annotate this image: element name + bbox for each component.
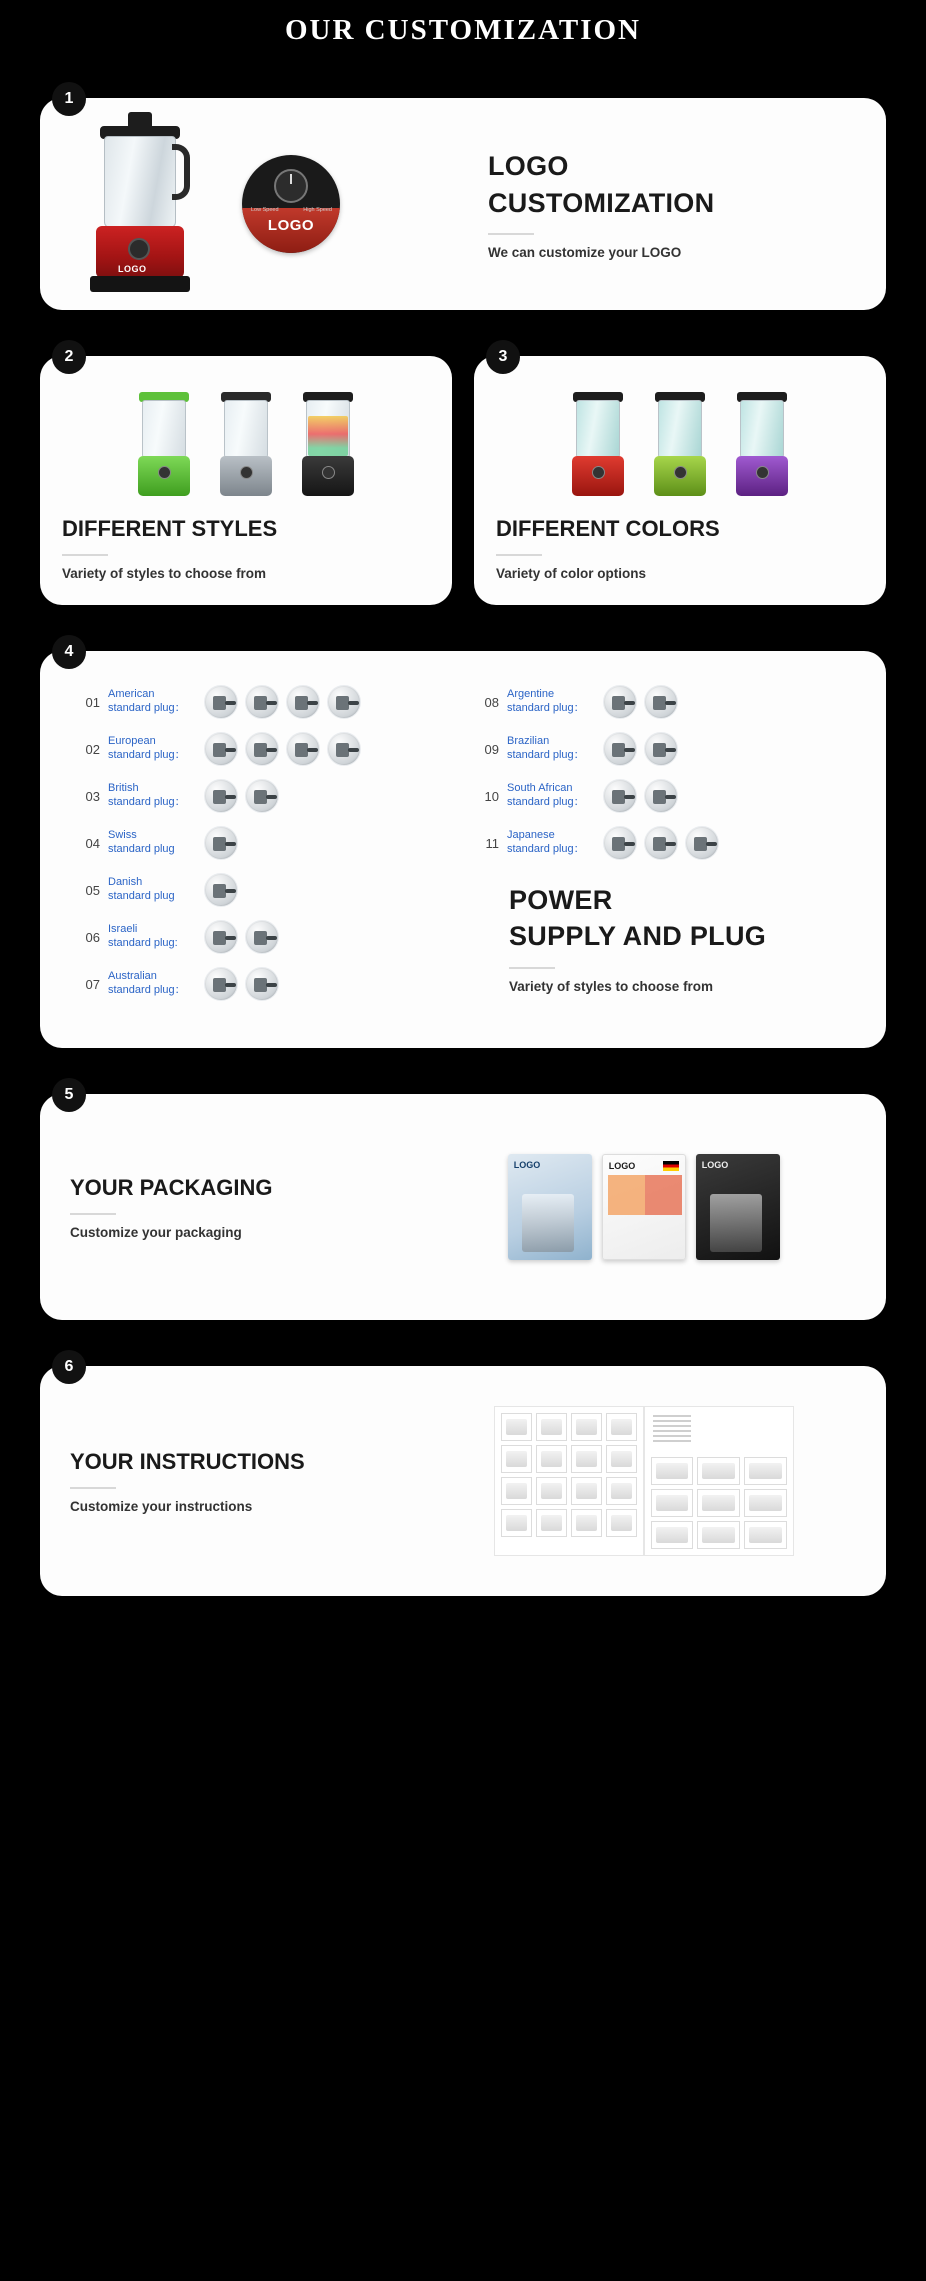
manual-step-cell: [606, 1445, 637, 1473]
blender-style-steel: [214, 390, 278, 500]
plug-icon: [603, 779, 637, 813]
plug-name: [507, 782, 603, 810]
plug-icon: [644, 826, 678, 860]
plug-number: 06: [85, 929, 100, 945]
plug-icon-group: [603, 685, 678, 719]
blender-color-red: [566, 390, 630, 500]
manual-step-cell: [536, 1445, 567, 1473]
plug-name: [108, 923, 204, 951]
manual-page-left: [494, 1406, 644, 1556]
manual-step-cell: [501, 1445, 532, 1473]
section-your-instructions: [40, 1358, 886, 1596]
plug-number: 02: [85, 741, 100, 757]
package-logo-text: LOGO: [701, 1160, 729, 1170]
packaging-title: YOUR PACKAGING: [70, 1174, 273, 1200]
package-logo-text: LOGO: [513, 1160, 541, 1170]
section-badge-4: 4: [52, 635, 86, 669]
plug-standard-label: standard plug：: [507, 702, 585, 714]
plug-name: [108, 876, 204, 904]
plug-icon-group: [204, 967, 279, 1001]
logo-title-line1: LOGO: [488, 151, 569, 182]
divider-rule: [70, 1213, 116, 1215]
color-jar-icon: [740, 400, 784, 458]
plug-icon: [603, 826, 637, 860]
plug-column-left: [76, 685, 457, 1014]
plug-number: 10: [484, 788, 499, 804]
plug-number: 05: [85, 882, 100, 898]
plug-list-item: [76, 873, 457, 907]
manual-step-cell: [744, 1489, 787, 1517]
plug-icon: [204, 779, 238, 813]
plug-list-item: [475, 732, 856, 766]
plug-list-item: [76, 779, 457, 813]
plug-country: Swiss: [108, 829, 137, 842]
plug-list-item: [76, 685, 457, 719]
plug-number: 04: [85, 835, 100, 851]
plug-icon-group: [204, 826, 238, 860]
plug-name: [108, 970, 204, 998]
plug-icon: [204, 685, 238, 719]
plug-icon: [204, 873, 238, 907]
speed-dial-icon: [274, 169, 308, 203]
plug-name: [108, 735, 204, 763]
plug-country: Argentine: [507, 688, 555, 701]
divider-rule: [488, 233, 534, 235]
section-power-supply-plug: [40, 643, 886, 1048]
plug-list-item: [76, 967, 457, 1001]
section-badge-3: 3: [486, 340, 520, 374]
plug-standard-label: standard plug：: [507, 843, 585, 855]
plug-icon-group: [603, 779, 678, 813]
plug-number: 08: [484, 694, 499, 710]
plug-icon: [327, 732, 361, 766]
styles-title: DIFFERENT STYLES: [62, 516, 278, 541]
plug-country: South African: [507, 782, 573, 795]
plug-standard-label: standard plug：: [108, 796, 186, 808]
plug-list-item: [475, 826, 856, 860]
plug-icon: [245, 967, 279, 1001]
plug-icon-group: [204, 779, 279, 813]
manual-step-cell: [571, 1509, 602, 1537]
plug-country: European: [108, 735, 156, 748]
plug-columns: [76, 685, 856, 1014]
plug-icon: [245, 779, 279, 813]
manual-step-cell: [571, 1445, 602, 1473]
logo-subtitle: We can customize your LOGO: [488, 244, 682, 260]
package-logo-text: LOGO: [608, 1161, 636, 1171]
plug-standard-label: standard plug:: [108, 937, 178, 949]
plug-standard-label: standard plug: [108, 890, 175, 902]
plug-icon-group: [204, 920, 279, 954]
plug-standard-label: standard plug：: [507, 796, 585, 808]
plug-icon: [286, 732, 320, 766]
styles-colors-row: [40, 348, 886, 605]
manual-step-cell: [697, 1457, 740, 1485]
plug-icon-group: [204, 685, 361, 719]
plug-name: [108, 782, 204, 810]
packaging-text-block: [70, 1175, 432, 1240]
instructions-images: [432, 1406, 856, 1556]
plug-country: British: [108, 782, 139, 795]
blender-color-green: [648, 390, 712, 500]
plug-name: [507, 829, 603, 857]
plug-number: 07: [85, 976, 100, 992]
color-knob-icon: [592, 466, 605, 479]
power-title-line2: SUPPLY AND PLUG: [509, 921, 767, 952]
page-title: OUR CUSTOMIZATION: [284, 13, 641, 46]
color-knob-icon: [756, 466, 769, 479]
manual-step-cell: [606, 1509, 637, 1537]
style-jar-icon: [142, 400, 186, 458]
manual-step-cell: [651, 1489, 694, 1517]
blender-style-black: [296, 390, 360, 500]
blender-logo-text: LOGO: [118, 264, 147, 274]
blender-knob-icon: [128, 238, 150, 260]
colors-subtitle: Variety of color options: [496, 566, 647, 581]
plug-country: Brazilian: [507, 735, 550, 748]
power-supply-text-block: [509, 882, 856, 994]
plug-standard-label: standard plug：: [507, 749, 585, 761]
blender-image: [88, 114, 198, 294]
color-thumbnails: [496, 382, 864, 500]
plug-standard-label: standard plug：: [108, 749, 186, 761]
manual-step-cell: [501, 1509, 532, 1537]
manual-step-cell: [501, 1413, 532, 1441]
section-logo-customization: [40, 90, 886, 310]
blender-jar-icon: [104, 136, 176, 228]
color-jar-icon: [576, 400, 620, 458]
manual-step-cell: [651, 1457, 694, 1485]
manual-step-cell: [606, 1477, 637, 1505]
control-panel-logo-text: LOGO: [267, 217, 315, 234]
plug-list-item: [76, 826, 457, 860]
plug-icon: [245, 920, 279, 954]
packaging-subtitle: Customize your packaging: [70, 1224, 242, 1240]
plug-list-item: [76, 920, 457, 954]
fruit-contents-icon: [308, 416, 348, 456]
style-knob-icon: [240, 466, 253, 479]
plug-number: 03: [85, 788, 100, 804]
divider-rule: [70, 1487, 116, 1489]
plug-standard-label: standard plug: [108, 843, 175, 855]
plug-icon: [685, 826, 719, 860]
blender-style-green: [132, 390, 196, 500]
plug-icon: [245, 685, 279, 719]
style-jar-icon: [224, 400, 268, 458]
plug-list-item: [475, 779, 856, 813]
plug-number: 01: [85, 694, 100, 710]
manual-illustration-grid: [501, 1413, 637, 1537]
instructions-title: YOUR INSTRUCTIONS: [70, 1448, 305, 1474]
instructions-text-block: [70, 1449, 432, 1514]
plug-list-item: [475, 685, 856, 719]
manual-illustration-grid: [651, 1457, 787, 1549]
plug-country: Israeli: [108, 923, 138, 936]
blender-handle-icon: [172, 144, 190, 200]
dial-label-high: High Speed: [303, 207, 332, 213]
plug-icon: [286, 685, 320, 719]
package-feature-grid: [608, 1175, 682, 1215]
package-box-black: [696, 1154, 780, 1260]
plug-column-right: [475, 685, 856, 1014]
plug-icon: [327, 685, 361, 719]
plug-icon: [204, 920, 238, 954]
plug-icon-group: [603, 826, 719, 860]
manual-step-cell: [697, 1489, 740, 1517]
manual-step-cell: [606, 1413, 637, 1441]
plug-icon-group: [603, 732, 678, 766]
section-badge-6: 6: [52, 1350, 86, 1384]
package-box-white: [602, 1154, 686, 1260]
plug-icon: [644, 779, 678, 813]
plug-name: [108, 829, 204, 857]
plug-list-item: [76, 732, 457, 766]
plug-icon: [204, 732, 238, 766]
manual-step-cell: [536, 1413, 567, 1441]
plug-number: 11: [485, 835, 499, 851]
manual-step-cell: [651, 1521, 694, 1549]
section-badge-1: 1: [52, 82, 86, 116]
plug-standard-label: standard plug：: [108, 984, 186, 996]
manual-step-cell: [744, 1457, 787, 1485]
section-different-colors: [474, 348, 886, 605]
blender-foot-icon: [90, 276, 190, 292]
divider-rule: [62, 554, 108, 556]
styles-subtitle: Variety of styles to choose from: [62, 566, 267, 581]
package-product-art: [710, 1194, 762, 1252]
section-badge-2: 2: [52, 340, 86, 374]
blender-color-purple: [730, 390, 794, 500]
plug-icon-group: [204, 873, 238, 907]
section-badge-5: 5: [52, 1078, 86, 1112]
manual-step-cell: [536, 1477, 567, 1505]
plug-icon: [204, 967, 238, 1001]
power-title-line1: POWER: [509, 885, 613, 915]
plug-name: [507, 688, 603, 716]
section-different-styles: [40, 348, 452, 605]
package-product-art: [522, 1194, 574, 1252]
plug-country: Australian: [108, 970, 157, 983]
plug-country: American: [108, 688, 155, 701]
style-thumbnails: [62, 382, 430, 500]
manual-step-cell: [571, 1477, 602, 1505]
manual-text-block: [653, 1415, 691, 1445]
plug-number: 09: [484, 741, 499, 757]
logo-title-line2: CUSTOMIZATION: [488, 187, 715, 218]
packaging-images: [432, 1154, 856, 1260]
manual-step-cell: [571, 1413, 602, 1441]
control-panel-closeup: [242, 155, 340, 253]
colors-title: DIFFERENT COLORS: [496, 516, 720, 541]
page-header: [0, 0, 926, 60]
package-box-blue: [508, 1154, 592, 1260]
plug-icon: [644, 732, 678, 766]
manual-page-right: [644, 1406, 794, 1556]
manual-step-cell: [697, 1521, 740, 1549]
style-knob-icon: [158, 466, 171, 479]
plug-country: Japanese: [507, 829, 555, 842]
plug-icon: [204, 826, 238, 860]
plug-standard-label: standard plug：: [108, 702, 186, 714]
plug-icon-group: [204, 732, 361, 766]
manual-step-cell: [536, 1509, 567, 1537]
color-knob-icon: [674, 466, 687, 479]
flag-icon: [663, 1161, 679, 1171]
manual-step-cell: [501, 1477, 532, 1505]
plug-icon: [603, 732, 637, 766]
power-subtitle: Variety of styles to choose from: [509, 978, 714, 994]
color-jar-icon: [658, 400, 702, 458]
plug-icon: [245, 732, 279, 766]
plug-country: Danish: [108, 876, 143, 889]
plug-icon: [644, 685, 678, 719]
plug-name: [507, 735, 603, 763]
dial-label-low: Low Speed: [251, 207, 279, 213]
style-knob-icon: [322, 466, 335, 479]
plug-icon: [603, 685, 637, 719]
manual-step-cell: [744, 1521, 787, 1549]
instructions-subtitle: Customize your instructions: [70, 1498, 253, 1514]
section-your-packaging: [40, 1086, 886, 1320]
divider-rule: [496, 554, 542, 556]
logo-section-images: [58, 98, 478, 310]
logo-section-text: [478, 148, 868, 260]
divider-rule: [509, 967, 555, 969]
plug-name: [108, 688, 204, 716]
